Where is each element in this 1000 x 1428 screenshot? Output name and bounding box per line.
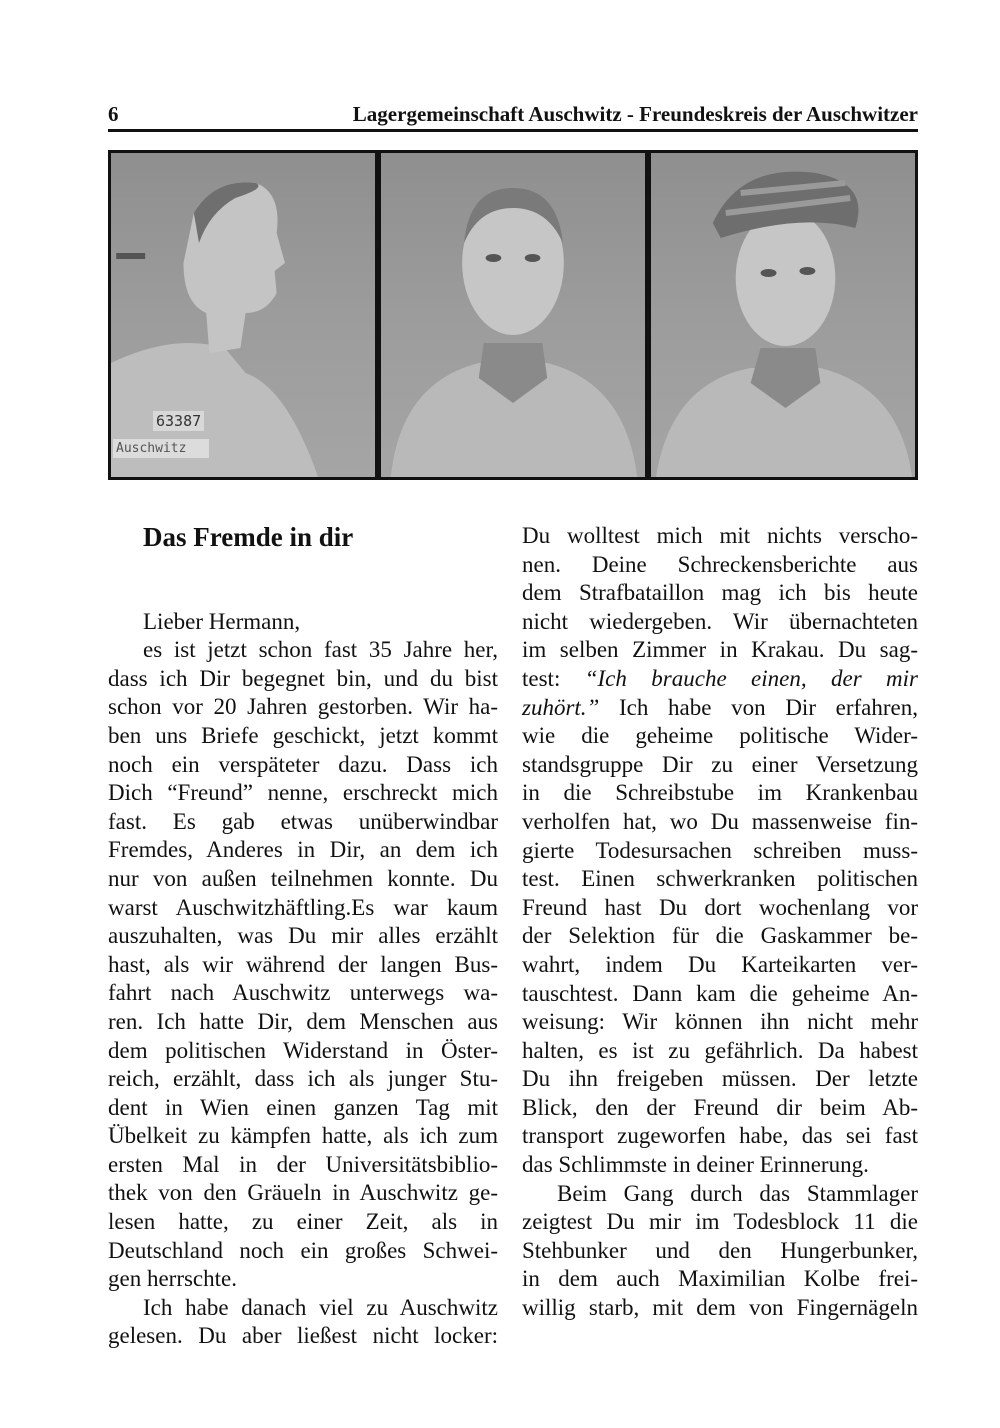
text-line: willig starb, mit dem von Fingernägeln [522,1295,918,1321]
text-line: tauschtest. Dann kam die geheime An- [522,980,918,1006]
text-segment: Ich habe von Dir erfahren, [599,694,918,720]
italic-quote: “Ich brauche einen, der mir [584,665,918,691]
text-line [522,665,918,694]
running-header-title: Lagergemeinschaft Auschwitz - Freundeskreis der Auschwitzer [352,102,918,126]
text-line: Übelkeit zu kämpfen hatte, als ich zum [108,1123,498,1149]
text-line: noch ein verspäteter dazu. Dass ich [108,751,498,777]
text-line: fahrt nach Auschwitz unterwegs wa- [108,980,498,1006]
right-column-body [522,522,918,1323]
text-line: das Schlimmste in deiner Erinnerung. [522,1152,869,1178]
text-line: standsgruppe Dir zu einer Versetzung [522,751,918,777]
left-text-column [108,522,498,1351]
text-line: auszuhalten, was Du mir alles erzählt [108,923,498,949]
placard-camp-name: Auschwitz [113,439,209,458]
text-line: hast, als wir während der langen Bus- [108,951,498,977]
page-number: 6 [108,102,119,126]
text-line: Deutschland noch ein großes Schwei- [108,1237,498,1263]
text-line: dent in Wien einen ganzen Tag mit [108,1094,498,1120]
text-line: wie die geheime politische Wider- [522,723,918,749]
text-line: test. Einen schwerkranken politischen [522,866,918,892]
right-text-column [522,522,918,1323]
text-line: in die Schreibstube im Krankenbau [522,780,918,806]
text-line: Dich “Freund” nenne, erschreckt mich [108,780,498,806]
text-line: es ist jetzt schon fast 35 Jahre her, [143,637,498,663]
text-line: dem Strafbataillon mag ich bis heute [522,580,918,606]
text-line: wahrt, indem Du Karteikarten ver- [522,951,918,977]
front-silhouette [381,153,645,477]
text-line: reich, erzählt, dass ich als junger Stu- [108,1066,498,1092]
text-line: Stehbunker und den Hungerbunker, [522,1237,918,1263]
text-line: warst Auschwitzhäftling.Es war kaum [108,894,498,920]
text-line: gen herrschte. [108,1266,237,1292]
text-line: der Selektion für die Gaskammer be- [522,923,918,949]
text-line: ben uns Briefe geschickt, jetzt kommt [108,722,498,748]
blank-line [108,579,498,608]
text-line: gelesen. Du aber ließest nicht locker: [108,1323,498,1349]
text-line: lesen hatte, zu einer Zeit, als in [108,1209,498,1235]
text-line: ren. Ich hatte Dir, dem Menschen aus [108,1008,498,1034]
text-line: dem politischen Widerstand in Öster- [108,1037,498,1063]
header-rule [108,129,918,132]
article-heading: Das Fremde in dir [143,522,354,552]
text-line: fast. Es gab etwas unüberwindbar [108,808,498,834]
text-line: Du ihn freigeben müssen. Der letzte [522,1066,918,1092]
italic-quote: zuhört.” [522,694,600,720]
text-line: Ich habe danach viel zu Auschwitz [143,1294,498,1320]
left-column-body [108,608,498,1351]
text-line: ersten Mal in der Universitätsbiblio- [108,1151,498,1177]
text-line [522,694,918,723]
text-line: nur von außen teilnehmen konnte. Du [108,865,498,891]
text-line: zeigtest Du mir im Todesblock 11 die [522,1209,918,1235]
text-line: transport zugeworfen habe, das sei fast [522,1123,918,1149]
photo-three-quarter-view [651,153,915,477]
text-line: dass ich Dir begegnet bin, und du bist [108,665,498,691]
text-line: im selben Zimmer in Krakau. Du sag- [522,637,918,663]
text-line: Fremdes, Anderes in Dir, an dem ich [108,837,498,863]
text-line: weisung: Wir können ihn nicht mehr [522,1009,918,1035]
text-line: thek von den Gräueln in Auschwitz ge- [108,1180,498,1206]
text-line: nicht wiedergeben. Wir übernachteten [522,608,918,634]
mugshot-photo [108,150,918,480]
text-line: in dem auch Maximilian Kolbe frei- [522,1266,918,1292]
text-line: Du wolltest mich mit nichts verscho- [522,523,918,548]
text-line: gierte Todesursachen schreiben muss- [522,837,918,863]
text-line: verholfen hat, wo Du massenweise fin- [522,808,918,834]
text-line: schon vor 20 Jahren gestorben. Wir ha- [108,694,498,720]
text-line: Blick, den der Freund dir beim Ab- [522,1094,918,1120]
text-line: nen. Deine Schreckensberichte aus [522,551,918,577]
photo-profile-view [111,153,375,477]
text-line: Lieber Hermann, [143,608,301,634]
photo-front-view [381,153,645,477]
text-line: halten, es ist zu gefährlich. Da habest [522,1037,918,1063]
capped-silhouette [651,153,915,477]
text-line: Beim Gang durch das Stammlager [557,1180,918,1206]
text-segment: test: [522,665,585,691]
text-line: Freund hast Du dort wochenlang vor [522,894,918,920]
prisoner-placard [113,411,208,469]
prisoner-number: 63387 [153,411,204,431]
